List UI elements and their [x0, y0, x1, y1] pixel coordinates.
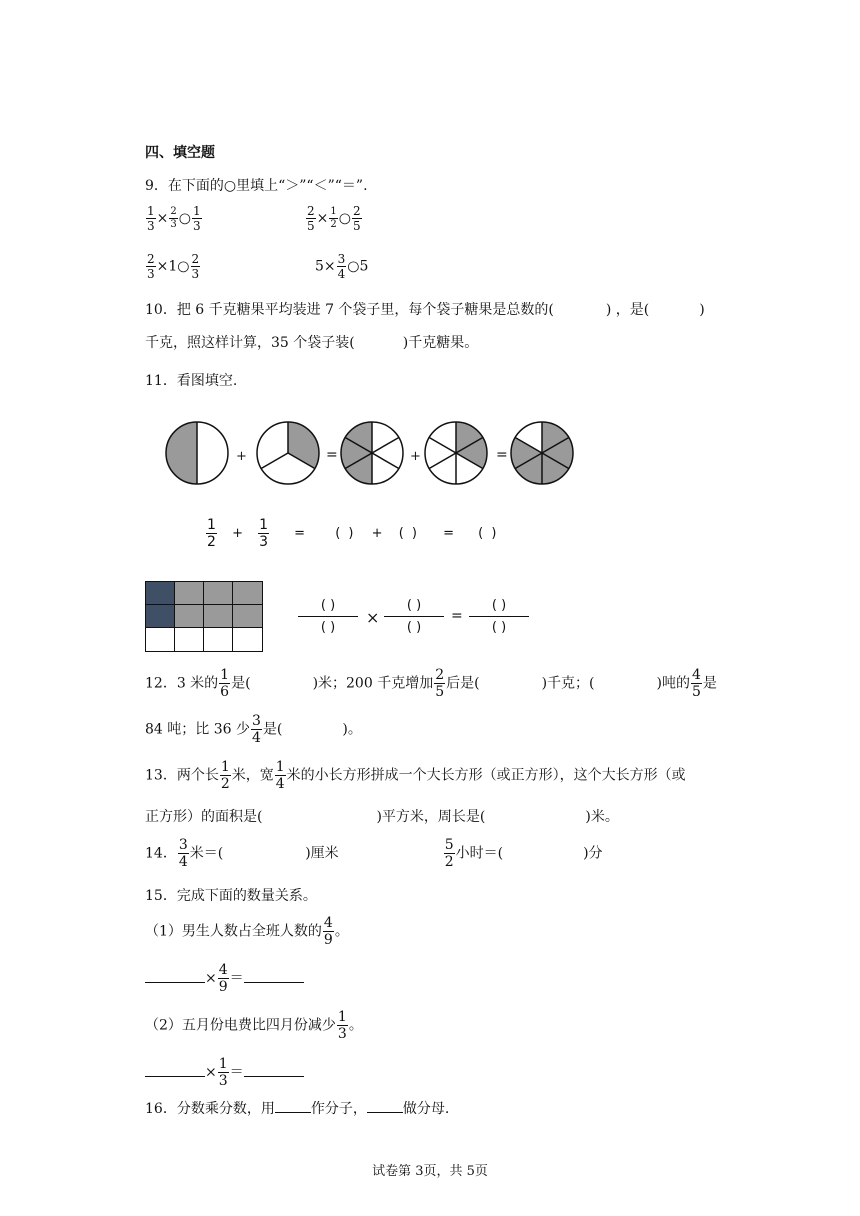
q13-line1: 13．两个长 $\frac{1}{2}$ 米，宽 $\frac{1}{4}$ 米的小长方形拼成一个大长方形（或正方形），这个大长方形（或: [145, 759, 686, 792]
q10-line1: 10．把 6 千克糖果平均装进 7 个袋子里，每个袋子糖果是总数的( ) ，是( ): [145, 302, 705, 318]
circle-sixths-b: [425, 422, 487, 484]
q9-expr-a: $\frac{1}{3}$ × $\frac{2}{3}$ ○ $\frac{1}{3}$: [147, 204, 201, 233]
q10-line2: 千克，照这样计算，35 个袋子装( )千克糖果。: [145, 335, 479, 351]
q11-equation-1: $\frac{1}{2}$ + $\frac{1}{3}$ = ( ) + ( ) = ( ): [207, 517, 499, 550]
q12-line2: 84 吨；比 36 少 $\frac{3}{4}$ 是( )。: [145, 713, 362, 746]
q11-plus-2: +: [410, 449, 421, 464]
q11-grid-figure: [145, 581, 263, 652]
q11-equals-1: =: [326, 447, 338, 463]
q15-equation2: × $\frac{1}{3}$ ＝: [145, 1057, 304, 1088]
circle-thirds: [257, 422, 319, 484]
q11-blank-fraction-3: ( ) ( ): [469, 598, 529, 635]
q11-plus-1: +: [236, 449, 247, 464]
q15-part2: （2）五月份电费比四月份减少 $\frac{1}{3}$ 。: [145, 1009, 363, 1042]
q13-line2: 正方形）的面积是( )平方米，周长是( )米。: [145, 809, 619, 825]
q9-expr-c: $\frac{2}{3}$ ×1○ $\frac{2}{3}$: [147, 252, 200, 281]
q9-text: 9．在下面的○里填上“＞”“＜”“＝”.: [145, 178, 368, 194]
section-title: 四、填空题: [145, 145, 215, 161]
q11-equals-3: =: [451, 608, 463, 624]
q11-circles-figure: [160, 415, 580, 495]
q11-blank-fraction-1: ( ) ( ): [298, 598, 358, 635]
q11-text: 11．看图填空.: [145, 373, 238, 389]
circle-halves: [166, 422, 228, 484]
circle-sixths-c: [511, 422, 573, 484]
q9-expr-d: 5× $\frac{3}{4}$ ○5: [315, 252, 369, 281]
q11-times: ×: [366, 608, 380, 627]
q15-equation1: × $\frac{4}{9}$ ＝: [145, 963, 304, 994]
q12-line1: 12．3 米的 $\frac{1}{6}$ 是( )米；200 千克增加 $\frac{2}{5}$ 后是( )千克；( )吨的 $\frac{4}{5}$ 是: [145, 667, 717, 700]
circle-sixths-a: [341, 422, 403, 484]
page-footer: 试卷第 3页，共 5页: [372, 1164, 488, 1179]
q11-blank-fraction-2: ( ) ( ): [384, 598, 444, 635]
q16-line: 16．分数乘分数，用 作分子， 做分母.: [145, 1101, 450, 1117]
q15-part1: （1）男生人数占全班人数的 $\frac{4}{9}$ 。: [145, 915, 349, 948]
q15-text: 15．完成下面的数量关系。: [145, 888, 317, 904]
q9-expr-b: $\frac{2}{5}$ × $\frac{1}{2}$ ○ $\frac{2}{5}$: [307, 204, 361, 233]
q14-line: 14． $\frac{3}{4}$ 米＝( )厘米 $\frac{5}{2}$ 小时＝( )分: [145, 837, 603, 870]
q11-equals-2: =: [496, 447, 508, 463]
